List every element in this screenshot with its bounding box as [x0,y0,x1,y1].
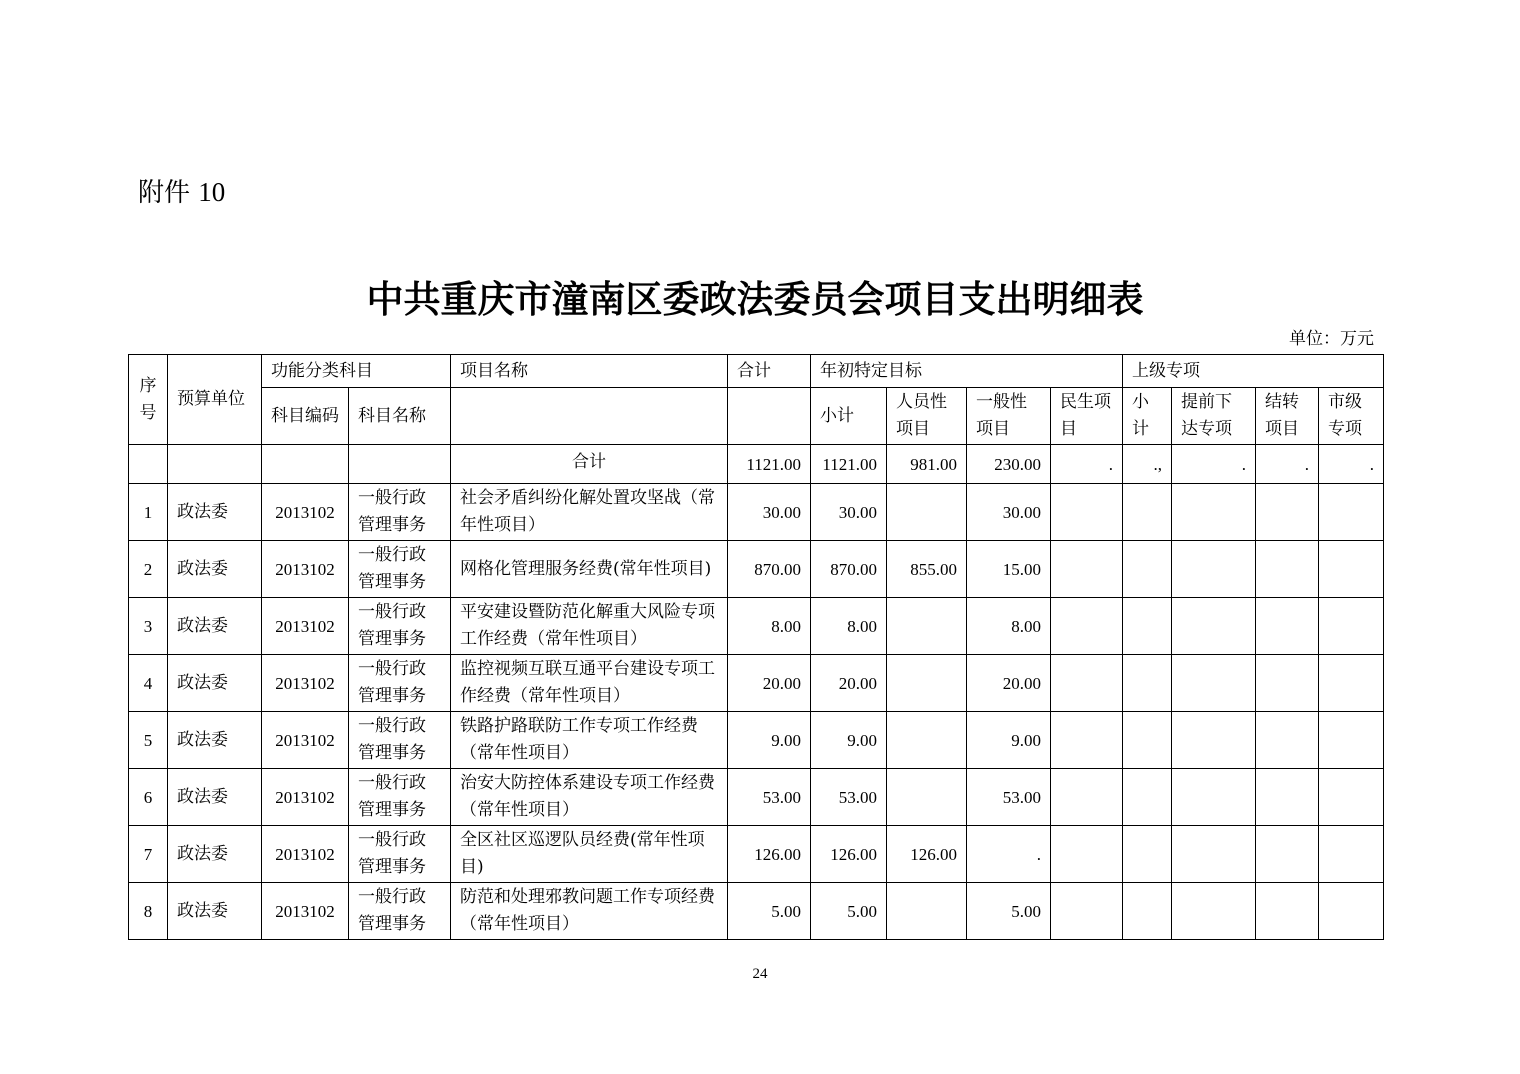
page-title: 中共重庆市潼南区委政法委员会项目支出明细表 [366,278,1144,321]
page-number: 24 [752,966,768,982]
cell-project-name: 监控视频互联互通平台建设专项工作经费（常年性项目） [451,655,728,712]
cell-carryover [1256,712,1319,769]
header-budget-unit: 预算单位 [168,355,262,445]
cell-subtotal: 870.00 [811,541,887,598]
cell-personnel [887,769,967,826]
cell-advance [1172,655,1256,712]
cell-total: 8.00 [728,598,811,655]
header-func-class: 功能分类科目 [262,355,451,388]
header-annual-target: 年初特定目标 [811,355,1123,388]
cell-advance [1172,883,1256,940]
table-total [129,445,1384,484]
cell-city [1319,541,1384,598]
cell-seq: 3 [129,598,168,655]
cell-livelihood [1051,883,1123,940]
header-sup-subtotal: 小计 [1123,388,1172,445]
cell-budget-unit: 政法委 [168,484,262,541]
expenditure-table [128,354,1384,940]
cell-livelihood [1051,769,1123,826]
total-subtotal: 1121.00 [811,445,887,484]
cell-subject-code: 2013102 [262,826,349,883]
cell-subtotal: 9.00 [811,712,887,769]
cell-sup-subtotal [1123,883,1172,940]
table-row [129,541,1384,598]
cell-carryover [1256,883,1319,940]
total-general: 230.00 [967,445,1051,484]
cell-general: 53.00 [967,769,1051,826]
cell-livelihood [1051,655,1123,712]
cell-subject-code: 2013102 [262,769,349,826]
cell-city [1319,826,1384,883]
header-superior: 上级专项 [1123,355,1384,388]
total-livelihood: . [1051,445,1123,484]
cell-seq: 8 [129,883,168,940]
total-cell-empty [262,445,349,484]
cell-seq: 1 [129,484,168,541]
cell-general: 9.00 [967,712,1051,769]
cell-budget-unit: 政法委 [168,826,262,883]
total-personnel: 981.00 [887,445,967,484]
cell-project-name: 防范和处理邪教问题工作专项经费（常年性项目） [451,883,728,940]
total-label: 合计 [451,445,728,484]
cell-budget-unit: 政法委 [168,769,262,826]
cell-carryover [1256,655,1319,712]
cell-seq: 5 [129,712,168,769]
cell-total: 870.00 [728,541,811,598]
cell-project-name: 平安建设暨防范化解重大风险专项工作经费（常年性项目） [451,598,728,655]
cell-carryover [1256,826,1319,883]
total-row [129,445,1384,484]
cell-personnel: 855.00 [887,541,967,598]
cell-advance [1172,826,1256,883]
cell-advance [1172,598,1256,655]
cell-project-name: 网格化管理服务经费(常年性项目) [451,541,728,598]
cell-budget-unit: 政法委 [168,883,262,940]
cell-subject-name: 一般行政管理事务 [349,484,451,541]
header-livelihood: 民生项目 [1051,388,1123,445]
header-advance: 提前下达专项 [1172,388,1256,445]
cell-general: 15.00 [967,541,1051,598]
cell-city [1319,598,1384,655]
header-personnel: 人员性项目 [887,388,967,445]
cell-project-name: 社会矛盾纠纷化解处置攻坚战（常年性项目） [451,484,728,541]
cell-general: 8.00 [967,598,1051,655]
header-total-blank [728,388,811,445]
table-body [129,484,1384,940]
cell-advance [1172,769,1256,826]
cell-total: 126.00 [728,826,811,883]
cell-subtotal: 53.00 [811,769,887,826]
cell-general: 5.00 [967,883,1051,940]
cell-advance [1172,712,1256,769]
cell-subject-code: 2013102 [262,655,349,712]
header-subject-code: 科目编码 [262,388,349,445]
cell-subtotal: 126.00 [811,826,887,883]
cell-livelihood [1051,598,1123,655]
cell-personnel [887,883,967,940]
cell-total: 20.00 [728,655,811,712]
cell-subject-name: 一般行政管理事务 [349,883,451,940]
cell-seq: 6 [129,769,168,826]
total-sup-subtotal: ., [1123,445,1172,484]
cell-seq: 2 [129,541,168,598]
cell-subject-name: 一般行政管理事务 [349,598,451,655]
table-row [129,769,1384,826]
attachment-number: 10 [198,177,226,207]
header-carryover: 结转项目 [1256,388,1319,445]
cell-subject-name: 一般行政管理事务 [349,769,451,826]
total-cell-empty [129,445,168,484]
cell-sup-subtotal [1123,826,1172,883]
cell-seq: 4 [129,655,168,712]
cell-sup-subtotal [1123,598,1172,655]
header-project-name: 项目名称 [451,355,728,388]
total-city: . [1319,445,1384,484]
total-cell-empty [349,445,451,484]
table-row [129,484,1384,541]
cell-total: 30.00 [728,484,811,541]
cell-subtotal: 30.00 [811,484,887,541]
cell-subject-name: 一般行政管理事务 [349,826,451,883]
cell-sup-subtotal [1123,541,1172,598]
cell-subject-name: 一般行政管理事务 [349,712,451,769]
cell-city [1319,484,1384,541]
unit-label: 单位：万元 [1289,329,1374,349]
cell-personnel: 126.00 [887,826,967,883]
cell-livelihood [1051,484,1123,541]
table-row [129,655,1384,712]
header-project-name-blank [451,388,728,445]
cell-subject-name: 一般行政管理事务 [349,655,451,712]
table-row [129,883,1384,940]
total-advance: . [1172,445,1256,484]
cell-livelihood [1051,826,1123,883]
header-subject-name: 科目名称 [349,388,451,445]
cell-subtotal: 8.00 [811,598,887,655]
cell-carryover [1256,769,1319,826]
header-seq: 序号 [129,355,168,445]
cell-personnel [887,598,967,655]
cell-livelihood [1051,541,1123,598]
table-row [129,712,1384,769]
cell-city [1319,769,1384,826]
cell-budget-unit: 政法委 [168,712,262,769]
cell-personnel [887,655,967,712]
cell-total: 9.00 [728,712,811,769]
table-row [129,826,1384,883]
cell-total: 5.00 [728,883,811,940]
cell-sup-subtotal [1123,769,1172,826]
cell-subtotal: 20.00 [811,655,887,712]
total-total: 1121.00 [728,445,811,484]
cell-city [1319,712,1384,769]
cell-project-name: 治安大防控体系建设专项工作经费（常年性项目） [451,769,728,826]
cell-seq: 7 [129,826,168,883]
cell-subtotal: 5.00 [811,883,887,940]
cell-carryover [1256,484,1319,541]
cell-personnel [887,484,967,541]
cell-city [1319,883,1384,940]
attachment-prefix: 附件 [138,178,191,208]
cell-subject-code: 2013102 [262,883,349,940]
cell-budget-unit: 政法委 [168,541,262,598]
header-total: 合计 [728,355,811,388]
cell-project-name: 全区社区巡逻队员经费(常年性项目) [451,826,728,883]
cell-carryover [1256,541,1319,598]
cell-sup-subtotal [1123,484,1172,541]
cell-project-name: 铁路护路联防工作专项工作经费（常年性项目） [451,712,728,769]
attachment-label [138,172,225,213]
table-header [129,355,1384,445]
header-general: 一般性项目 [967,388,1051,445]
cell-subject-code: 2013102 [262,598,349,655]
header-city: 市级专项 [1319,388,1384,445]
cell-budget-unit: 政法委 [168,655,262,712]
cell-sup-subtotal [1123,712,1172,769]
header-subtotal: 小计 [811,388,887,445]
cell-livelihood [1051,712,1123,769]
cell-advance [1172,484,1256,541]
table-row [129,598,1384,655]
cell-advance [1172,541,1256,598]
total-cell-empty [168,445,262,484]
cell-general: 30.00 [967,484,1051,541]
cell-city [1319,655,1384,712]
cell-general: 20.00 [967,655,1051,712]
cell-subject-code: 2013102 [262,541,349,598]
total-carryover: . [1256,445,1319,484]
cell-total: 53.00 [728,769,811,826]
cell-subject-name: 一般行政管理事务 [349,541,451,598]
cell-carryover [1256,598,1319,655]
cell-subject-code: 2013102 [262,484,349,541]
cell-personnel [887,712,967,769]
cell-budget-unit: 政法委 [168,598,262,655]
cell-general: . [967,826,1051,883]
cell-subject-code: 2013102 [262,712,349,769]
cell-sup-subtotal [1123,655,1172,712]
